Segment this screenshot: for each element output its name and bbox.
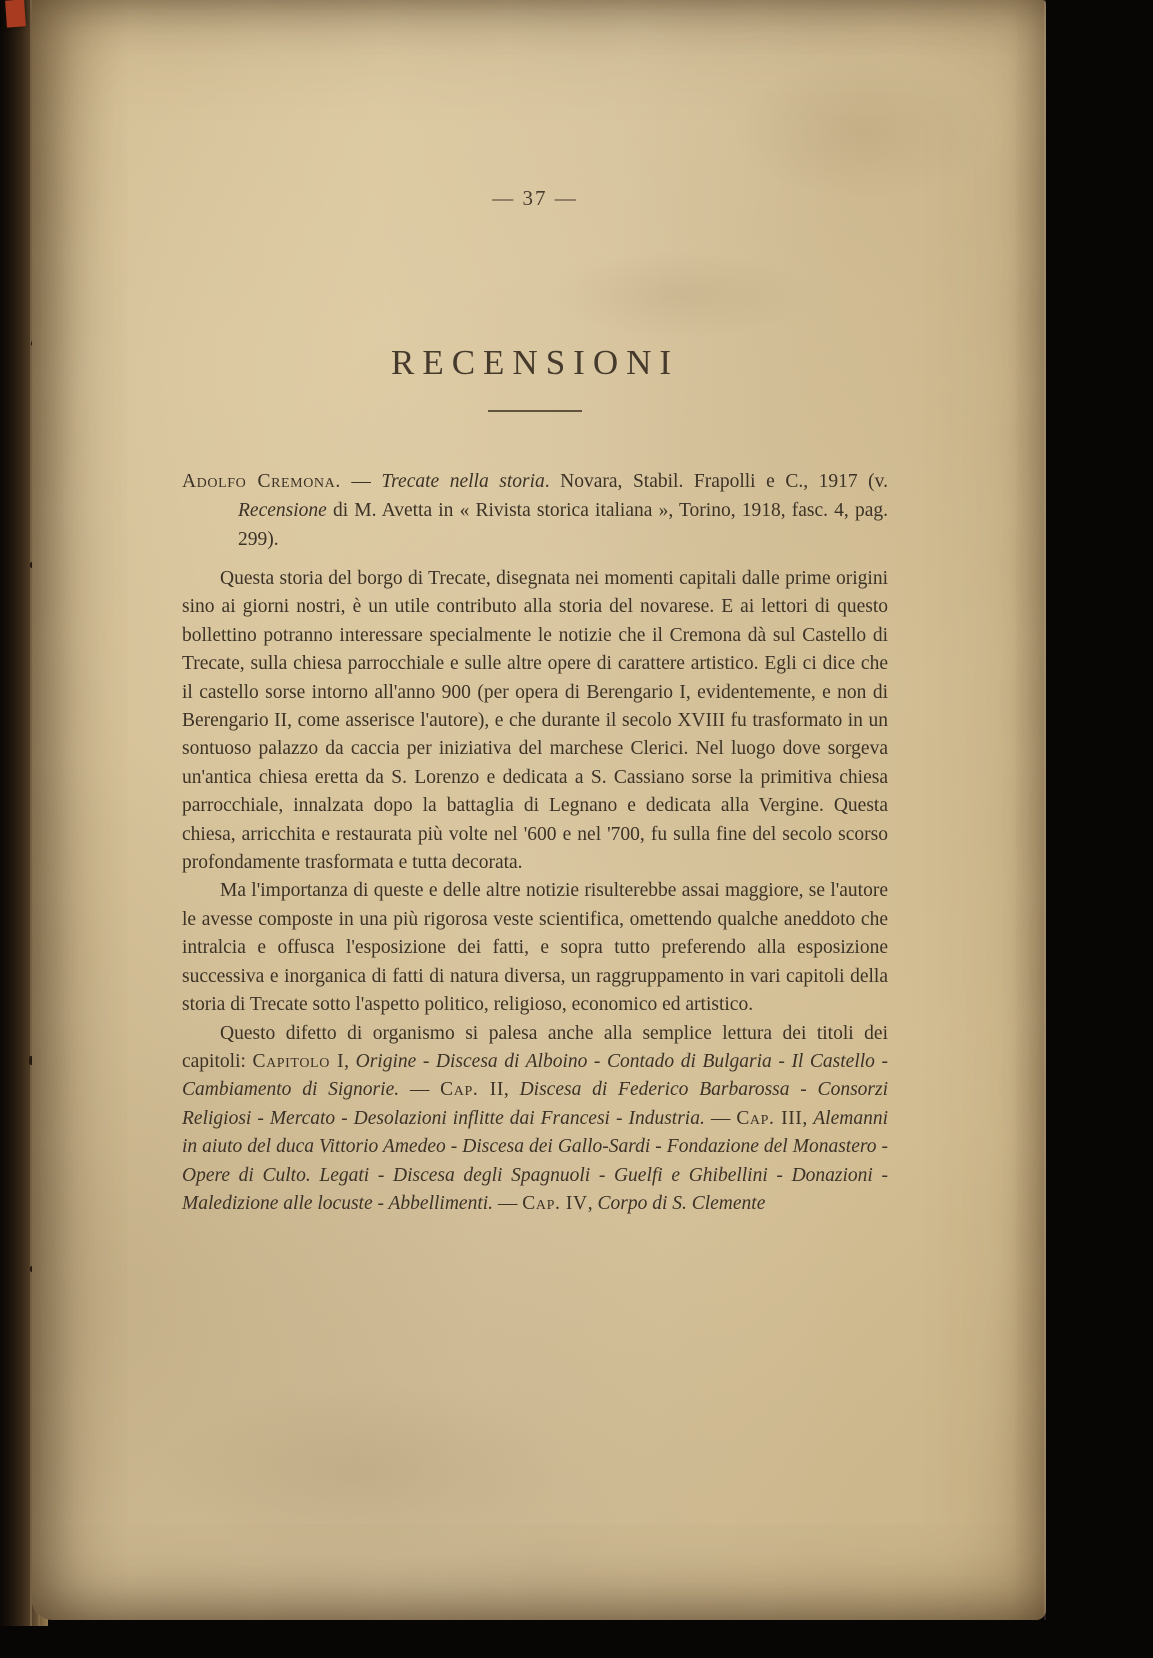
text-segment: . Novara, Stabil. Frapolli e C., 1917 (v.	[544, 471, 888, 492]
text-segment: Trecate nella storia	[381, 471, 545, 492]
paragraph: Questa storia del borgo di Trecate, disegnata nei momenti capitali dalle prime origini sino ai giorni nostri, è un utile contributo alla storia del novarese. E ai lettori di questo bollettino potranno interessare specialmente le notizie che il Cremona dà sul Castello di Trecate, sulla chiesa parrocchiale e sulle altre opere di carattere artistico. Egli ci dice che il castello sorse intorno all'anno 900 (per opera di Berengario I, evidentemente, e non di Berengario II, come asserisce l'autore), e che durante il secolo XVIII fu trasformato in un sontuoso palazzo da caccia per iniziativa del marchese Clerici. Nel luogo dove sorgeva un'antica chiesa eretta da S. Lorenzo e dedicata a S. Cassiano sorse la primitiva chiesa parrocchiale, innalzata dopo la battaglia di Legnano e dedicata alla Vergine. Questa chiesa, arricchita e restaurata più volte nel '600 e nel '700, fu sulla fine del secolo scorso profondamente trasformata e tutta decorata.	[182, 568, 888, 874]
text-segment: Discesa di Federico Barbarossa - Consorzi Religiosi - Mercato - Desolazioni inflitte dai Francesi - Industria.	[182, 1079, 888, 1129]
paragraph: Ma l'importanza di queste e delle altre notizie risulterebbe assai maggiore, se l'autore le avesse composte in una più rigorosa veste scientifica, omettendo qualche aneddoto che intralcia e offusca l'esposizione dei fatti, e sopra tutto preferendo alla esposizione successiva e inorganica di fatti di natura diversa, un raggruppamento in vari capitoli della storia di Trecate sotto l'aspetto politico, religioso, economico ed artistico.	[182, 880, 888, 1016]
text-segment: Questo difetto di organismo si palesa anche alla semplice lettura dei titoli dei capitoli:	[182, 1022, 888, 1072]
text-segment: Alemanni in aiuto del duca Vittorio Amedeo - Discesa dei Gallo-Sardi - Fondazione del Monastero - Opere di Culto. Legati - Discesa degli Spagnuoli - Guelfi e Ghibellini - Donazioni - Maledizione alle locuste - Abbellimenti.	[182, 1107, 888, 1214]
text-segment: ,	[587, 1192, 598, 1214]
text-segment: Recensione	[238, 500, 327, 521]
text-segment: ,	[802, 1107, 814, 1129]
paper-stain	[152, 1380, 572, 1560]
red-binding-mark	[5, 0, 26, 28]
review-body	[182, 565, 888, 1218]
text-segment: ,	[503, 1079, 520, 1101]
book-page	[32, 0, 1046, 1620]
page-number: — 37 —	[492, 186, 578, 210]
section-title: RECENSIONI	[390, 343, 680, 382]
text-segment: Corpo di S. Clemente	[597, 1192, 766, 1214]
text-segment: —	[399, 1079, 441, 1101]
text-segment: ,	[344, 1050, 356, 1072]
text-segment: —	[493, 1192, 523, 1214]
text-segment: Cap. III	[736, 1107, 803, 1129]
text-segment: Cap. II	[440, 1079, 504, 1101]
text-segment: Capitolo I	[252, 1050, 345, 1072]
text-segment: di M. Avetta in « Rivista storica italiana », Torino, 1918, fasc. 4, pag. 299).	[238, 500, 888, 550]
text-segment: —	[340, 471, 382, 492]
text-segment: —	[704, 1107, 737, 1129]
text-segment: Origine - Discesa di Alboino - Contado di Bulgaria - Il Castello - Cambiamento di Signorie.	[182, 1050, 888, 1101]
title-divider	[488, 410, 582, 412]
text-segment: Cap. IV	[522, 1192, 588, 1214]
paper-edge-highlight	[1044, 0, 1046, 1620]
paragraph	[182, 1020, 888, 1219]
text-segment: Adolfo Cremona.	[182, 471, 341, 492]
bibliographic-reference	[182, 467, 888, 554]
page-content	[182, 0, 888, 1218]
